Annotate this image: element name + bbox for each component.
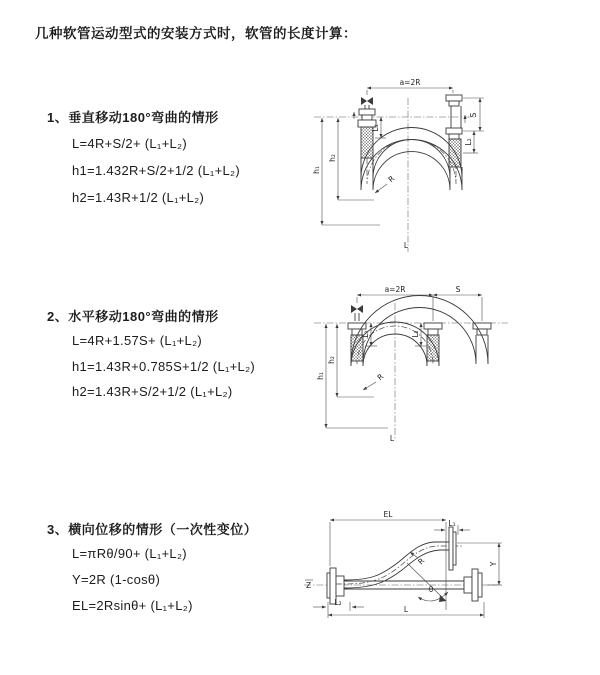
dimension-l2 — [313, 598, 364, 611]
label-el: EL — [383, 510, 393, 519]
section-1-formula-L: L=4R+S/2+ (L₁+L₂) — [72, 136, 187, 151]
label-theta: θ — [428, 585, 434, 594]
radius-callout — [375, 174, 396, 193]
hose-u-bend — [361, 128, 462, 191]
section-2-formula-L: L=4R+1.57S+ (L₁+L₂) — [72, 333, 203, 348]
page-title: 几种软管运动型式的安装方式时，软管的长度计算： — [35, 26, 357, 41]
middle-pipe-fitting — [424, 323, 442, 361]
label-y: Y — [489, 561, 498, 567]
label-h2: h₂ — [328, 154, 337, 162]
radius-callout — [363, 372, 385, 390]
diagram-horizontal-180-bend — [308, 276, 600, 448]
section-1-heading: 1、垂直移动180°弯曲的情形 — [47, 110, 219, 125]
label-l2: L₂ — [464, 138, 473, 146]
section-2-heading: 2、水平移动180°弯曲的情形 — [47, 309, 219, 324]
section-3-formula-L: L=πRθ/90+ (L₁+L₂) — [72, 546, 187, 561]
label-l2: L₂ — [334, 598, 342, 607]
label-s: S — [455, 285, 461, 294]
label-r: R — [416, 556, 427, 567]
label-l1: L₁ — [371, 124, 380, 132]
section-2-formula-h1: h1=1.43R+0.785S+1/2 (L₁+L₂) — [72, 359, 256, 374]
label-l2: L₂ — [411, 330, 420, 338]
valve-icon — [351, 305, 363, 321]
section-3-formula-EL: EL=2Rsinθ+ (L₁+L₂) — [72, 598, 193, 613]
fixed-end-mark — [305, 580, 313, 590]
label-h2: h₂ — [327, 356, 336, 364]
label-z: Z — [306, 581, 312, 590]
dimension-el — [330, 510, 446, 610]
dimension-a-2r — [367, 78, 453, 95]
label-a-2r: a=2R — [399, 78, 421, 87]
diagram-vertical-180-bend — [308, 70, 580, 256]
section-3-formula-Y: Y=2R (1-cosθ) — [72, 572, 161, 587]
label-l: L — [389, 434, 395, 443]
valve-icon — [361, 97, 373, 109]
radius-callout — [407, 552, 446, 602]
dimension-s — [463, 98, 484, 131]
dimension-l2 — [463, 131, 478, 153]
label-l: L — [403, 241, 409, 250]
label-s: S — [469, 112, 478, 118]
label-l1: L₁ — [361, 330, 370, 338]
upper-flange — [449, 527, 456, 570]
section-1-formula-h2: h2=1.43R+1/2 (L₁+L₂) — [72, 190, 205, 205]
label-r: R — [375, 371, 386, 383]
label-l1: L₁ — [448, 519, 456, 528]
label-l: L — [403, 605, 409, 614]
label-r: R — [386, 173, 397, 185]
label-h1: h₁ — [316, 372, 325, 380]
label-h1: h₁ — [312, 166, 321, 174]
left-pipe-fitting — [354, 109, 376, 158]
label-a-2r: a=2R — [384, 285, 406, 294]
dimension-s — [433, 285, 482, 321]
section-1-formula-h1: h1=1.432R+S/2+1/2 (L₁+L₂) — [72, 163, 240, 178]
diagram-lateral-displacement — [300, 498, 600, 648]
dimension-l — [328, 602, 484, 618]
section-2-formula-h2: h2=1.43R+S/2+1/2 (L₁+L₂) — [72, 384, 233, 399]
section-3-heading: 3、横向位移的情形（一次性变位） — [47, 522, 258, 537]
right-flange — [464, 569, 482, 601]
